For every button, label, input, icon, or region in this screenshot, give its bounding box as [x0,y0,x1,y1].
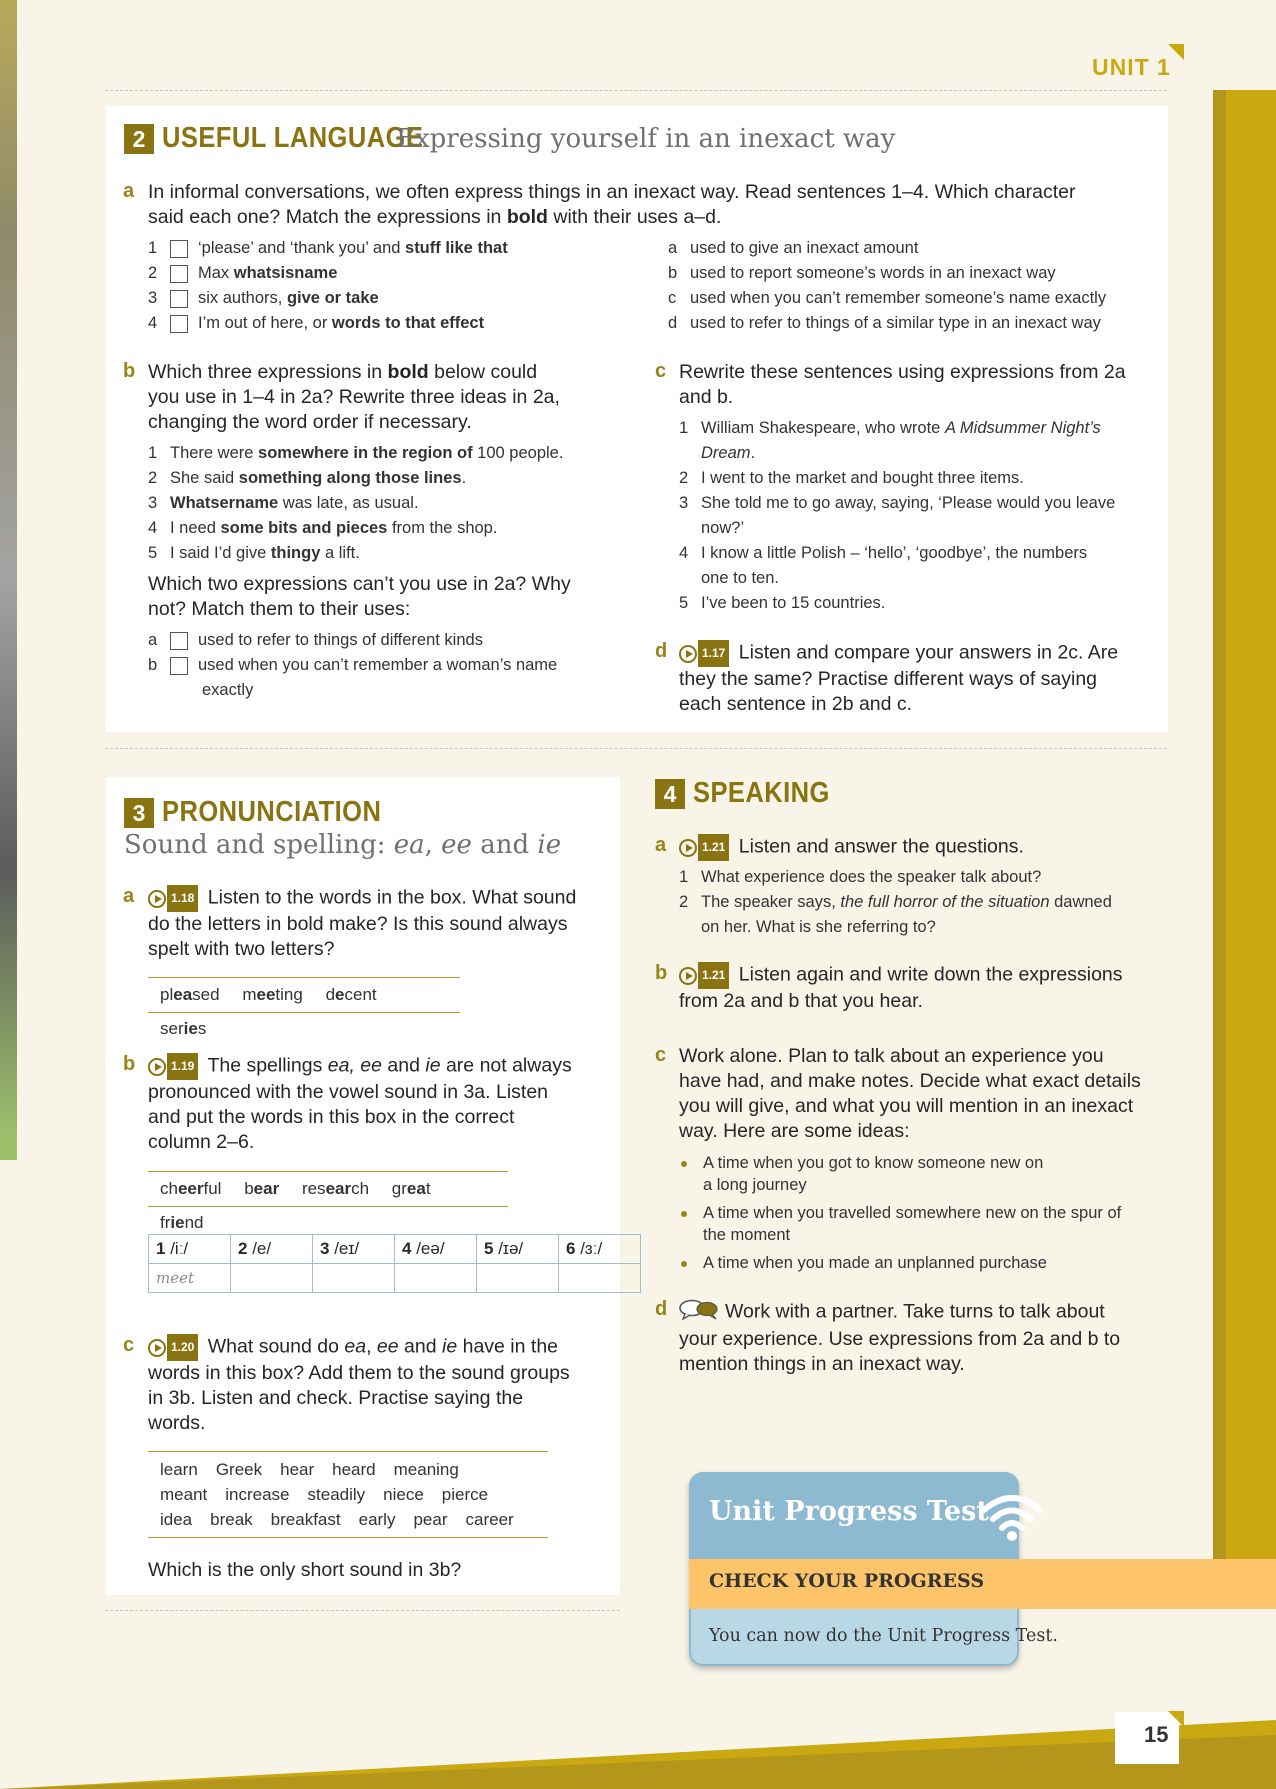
audio-track-button[interactable]: 1.17 [679,640,729,667]
word: learn [160,1460,198,1479]
word: increase [225,1485,290,1504]
list-item: 2 She said something along those lines. [148,469,467,487]
answer-checkbox[interactable] [170,315,188,333]
exercise-2b-instructions [148,360,618,435]
exercise-letter: c [123,1334,135,1356]
word-box-3c [148,1451,548,1538]
exercise-4a-instructions [679,834,1159,861]
instruction-line: your experience. Use expressions from 2a and b to [679,1328,1121,1350]
audio-track-button[interactable]: 1.20 [148,1334,198,1361]
list-item: 3 She told me to go away, saying, ‘Please would you leave [679,494,1116,512]
word: niece [383,1485,424,1504]
list-item: a used to give an inexact amount [668,239,919,257]
section-4-heading [655,777,848,810]
instruction-line: way. Here are some ideas: [679,1120,910,1142]
table-header-cell: 2 /e/ [231,1235,313,1264]
answer-checkbox[interactable] [170,657,188,675]
instruction-line: and b. [679,386,734,408]
instruction-line: 1.17 Listen and compare your answers in 2c. Are [679,640,1159,667]
instruction-line: Rewrite these sentences using expressions from 2a [679,361,1126,383]
instruction-line: 1.18 Listen to the words in the box. What sound [148,885,608,912]
idea-bullet: A time when you travelled somewhere new on the spur of the moment [703,1202,1163,1246]
word: series [160,1019,207,1038]
word-row [160,1457,548,1482]
sound-groups-table [148,1234,641,1293]
list-item: exactly [202,681,254,699]
list-item: 2 Max whatsisname [148,264,338,282]
list-item: on her. What is she referring to? [701,918,936,936]
word: meeting [242,985,303,1004]
instruction-line: 1.21 Listen and answer the questions. [679,834,1159,861]
section-subtitle: Sound and spelling: ea, ee and ie [124,830,562,860]
list-item: 3 Whatsername was late, as usual. [148,494,419,512]
section-title: PRONUNCIATION [162,796,382,828]
exercise-4a-questions [679,865,1159,940]
list-item: now?’ [701,519,745,537]
audio-track-button[interactable]: 1.18 [148,885,198,912]
word-box-3b [148,1171,508,1232]
section-number: 2 [124,124,154,154]
word-row [160,1507,548,1532]
list-item: 2 I went to the market and bought three items. [679,469,1024,487]
dotted-divider [105,748,1167,749]
table-row [149,1235,641,1264]
list-item: 5 I’ve been to 15 countries. [679,594,886,612]
idea-bullet: A time when you got to know someone new on a long journey [703,1152,1163,1196]
instruction-line: column 2–6. [148,1131,255,1153]
wifi-icon [980,1492,1044,1547]
answer-checkbox[interactable] [170,290,188,308]
play-icon [679,645,697,663]
word: pleased [160,985,220,1004]
list-item: 4 I need some bits and pieces from the shop. [148,519,498,537]
section-3-heading [124,796,411,829]
right-margin-bar-light [1226,90,1276,1560]
list-item: 4 I know a little Polish – ‘hello’, ‘goodbye’, the numbers [679,544,1088,562]
table-cell[interactable] [395,1264,477,1293]
word: meant [160,1485,208,1504]
exercise-letter: b [123,1053,136,1075]
list-item: 1 There were somewhere in the region of 100 people. [148,444,564,462]
unit-label: UNIT 1 [1092,54,1171,80]
corner-triangle-icon [1168,44,1184,60]
list-item: b used to report someone’s words in an inexact way [668,264,1056,282]
instruction-line: changing the word order if necessary. [148,411,472,433]
word: career [465,1510,514,1529]
list-item: 1 William Shakespeare, who wrote A Midsummer Night’s [679,419,1101,437]
dotted-divider [105,90,1167,91]
instruction-line: they the same? Practise different ways of saying [679,668,1098,690]
list-item: a used to refer to things of different kinds [148,631,483,649]
progress-note: You can now do the Unit Progress Test. [709,1626,1058,1646]
word: friend [160,1213,204,1232]
exercise-3c-final-question: Which is the only short sound in 3b? [148,1559,462,1581]
exercise-letter: c [655,1044,667,1066]
footer-band [0,1700,1276,1789]
instruction-line: Work with a partner. Take turns to talk about [679,1298,1159,1327]
corner-triangle-icon [1168,1711,1184,1727]
dotted-divider [105,1610,620,1611]
instruction-line: said each one? Match the expressions in bold with their uses a–d. [148,206,722,228]
instruction-line: 1.20 What sound do ea, ee and ie have in the [148,1334,608,1361]
list-item: b used when you can’t remember a woman’s name [148,656,558,674]
instruction-line: mention things in an inexact way. [679,1353,965,1375]
exercise-2c-items [679,416,1159,616]
list-item: d used to refer to things of a similar type in an inexact way [668,314,1101,332]
instruction-line: pronounced with the vowel sound in 3a. Listen [148,1081,549,1103]
instruction-line: you will give, and what you will mention in an inexact [679,1095,1134,1117]
table-header-cell: 3 /eɪ/ [313,1235,395,1264]
exercise-4d-instructions [679,1298,1159,1377]
exercise-letter: a [123,180,135,202]
list-item: 1 ‘please’ and ‘thank you’ and stuff like that [148,239,508,257]
word: bear [244,1179,280,1198]
table-header-cell: 5 /ɪə/ [477,1235,559,1264]
instruction-line: In informal conversations, we often express things in an inexact way. Read sentences 1–4. Which character [148,181,1076,203]
word: decent [325,985,377,1004]
audio-track-button[interactable]: 1.21 [679,834,729,861]
table-cell[interactable] [313,1264,395,1293]
instruction-line: each sentence in 2b and c. [679,693,913,715]
check-progress-label: CHECK YOUR PROGRESS [709,1570,985,1592]
instruction-line: words in this box? Add them to the sound groups [148,1362,570,1384]
page-number: 15 [1144,1722,1169,1747]
word: breakfast [270,1510,341,1529]
exercise-2a-items [148,236,648,336]
word: hear [280,1460,315,1479]
instruction-line: in 3b. Listen and check. Practise saying the [148,1387,524,1409]
exercise-2a-uses [668,236,1158,336]
play-icon [148,1339,166,1357]
play-icon [679,967,697,985]
answer-checkbox[interactable] [170,632,188,650]
list-item: c used when you can’t remember someone’s name exactly [668,289,1107,307]
instruction-line: you use in 1–4 in 2a? Rewrite three ideas in 2a, [148,386,560,408]
section-title: USEFUL LANGUAGE [162,122,424,154]
table-cell[interactable] [559,1264,641,1293]
word: meaning [393,1460,459,1479]
progress-test-title: Unit Progress Test [709,1496,989,1527]
word-row [160,1482,548,1507]
exercise-letter: a [123,885,135,907]
exercise-3a-instructions [148,885,608,962]
exercise-letter: d [655,640,668,662]
list-item: Dream. [701,444,756,462]
instruction-line: Which three expressions in bold below could [148,361,538,383]
section-title: SPEAKING [693,777,830,809]
exercise-2d-instructions [679,640,1159,717]
instruction-line: 1.21 Listen again and write down the expressions [679,962,1159,989]
word: idea [160,1510,193,1529]
exercise-letter: b [655,962,668,984]
exercise-letter: d [655,1298,668,1320]
answer-checkbox[interactable] [170,265,188,283]
exercise-letter: c [655,360,667,382]
section-number: 3 [124,798,154,828]
exercise-letter: b [123,360,136,382]
play-icon [148,1058,166,1076]
exercise-2b-question [148,572,618,622]
table-cell[interactable]: meet [149,1264,231,1293]
word: early [358,1510,396,1529]
instruction-line: have had, and make notes. Decide what exact details [679,1070,1141,1092]
list-item: 2 The speaker says, the full horror of the situation dawned [679,893,1112,911]
word: steadily [307,1485,366,1504]
instruction-line: Work alone. Plan to talk about an experience you [679,1045,1104,1067]
word: cheerful [160,1179,222,1198]
table-header-cell: 4 /eə/ [395,1235,477,1264]
section-subtitle: Expressing yourself in an inexact way [396,124,896,154]
instruction-line: Which two expressions can’t you use in 2a? Why [148,573,571,595]
word: break [210,1510,253,1529]
idea-bullet: A time when you made an unplanned purchase [703,1252,1163,1274]
word: research [301,1179,370,1198]
page-edge-photo-strip [0,0,17,1160]
exercise-4b-instructions [679,962,1159,1014]
exercise-2c-instructions [679,360,1159,410]
word: great [391,1179,431,1198]
word: pierce [441,1485,489,1504]
exercise-4c-instructions [679,1044,1169,1144]
exercise-2a-instructions [148,180,1158,230]
instruction-line: words. [148,1412,206,1434]
exercise-3c-instructions [148,1334,608,1436]
word: heard [332,1460,376,1479]
answer-checkbox[interactable] [170,240,188,258]
table-cell[interactable] [231,1264,313,1293]
exercise-2b-items [148,441,618,566]
list-item: one to ten. [701,569,779,587]
exercise-2b-uses [148,628,618,703]
list-item: 3 six authors, give or take [148,289,379,307]
play-icon [679,839,697,857]
list-item: 5 I said I’d give thingy a lift. [148,544,360,562]
instruction-line: not? Match them to their uses: [148,598,411,620]
section-number: 4 [655,779,685,809]
table-row [149,1264,641,1293]
table-cell[interactable] [477,1264,559,1293]
audio-track-button[interactable]: 1.19 [148,1053,198,1080]
table-header-cell: 6 /ɜː/ [559,1235,641,1264]
instruction-line: and put the words in this box in the correct [148,1106,515,1128]
instruction-line: spelt with two letters? [148,938,335,960]
exercise-3b-instructions [148,1053,608,1155]
instruction-line: from 2a and b that you hear. [679,990,923,1012]
exercise-letter: a [655,834,667,856]
list-item: 1 What experience does the speaker talk about? [679,868,1042,886]
table-header-cell: 1 /iː/ [149,1235,231,1264]
word: pear [413,1510,448,1529]
word-box-3a [148,977,460,1038]
list-item: 4 I’m out of here, or words to that effect [148,314,485,332]
speech-bubbles-icon [679,1298,719,1327]
play-icon [148,890,166,908]
instruction-line: do the letters in bold make? Is this sound always [148,913,568,935]
audio-track-button[interactable]: 1.21 [679,962,729,989]
instruction-line: 1.19 The spellings ea, ee and ie are not always [148,1053,608,1080]
word: Greek [215,1460,263,1479]
